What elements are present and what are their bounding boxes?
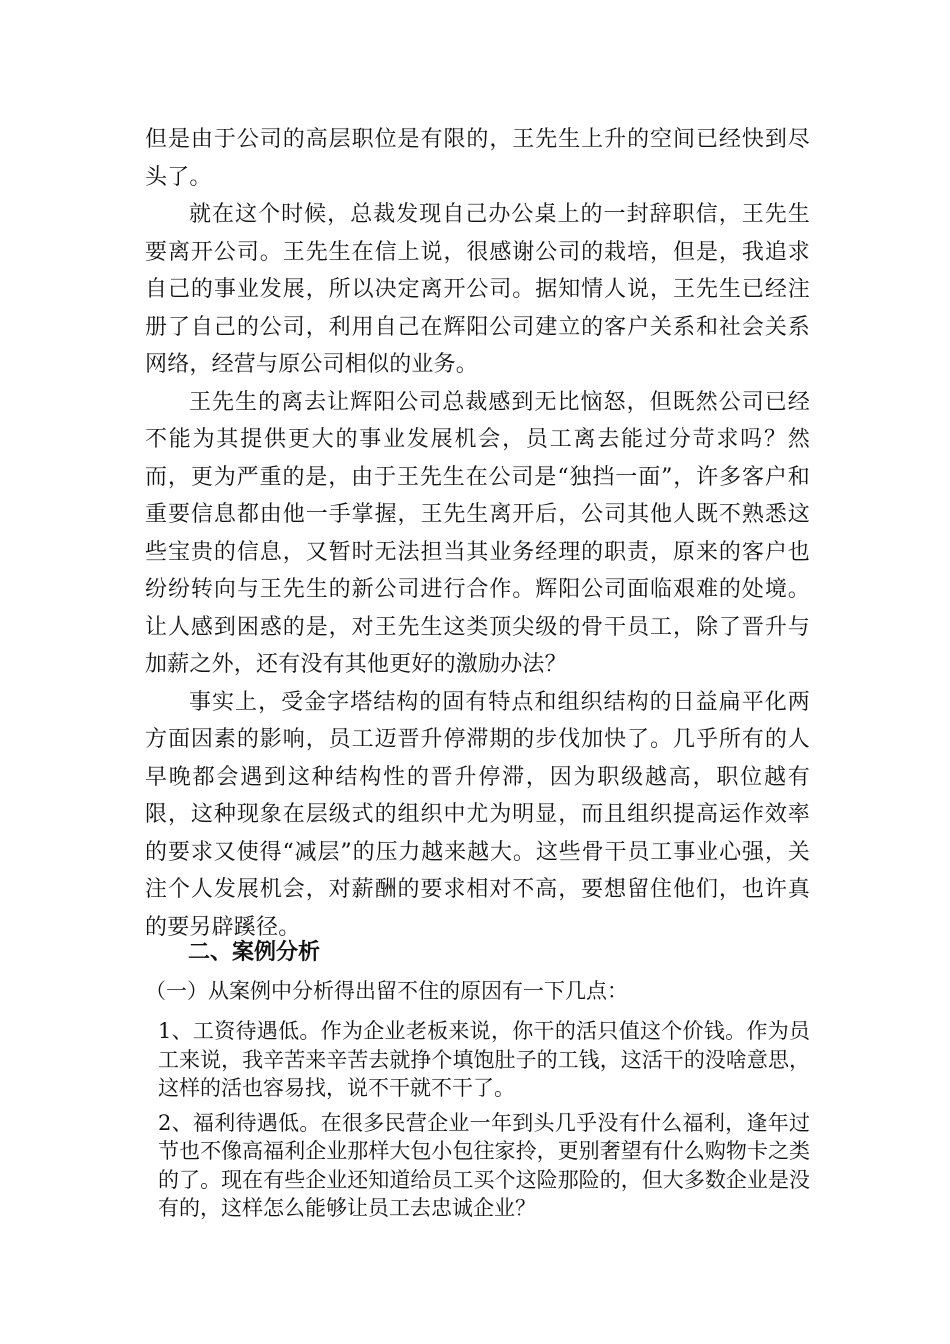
paragraph: 就在这个时候，总裁发现自己办公桌上的一封辞职信，王先生要离开公司。王先生在信上说，很感谢公司的栽培，但是，我追求自己的事业发展，所以决定离开公司。据知情人说，王先生已经注册了自己的公司，利用自己在辉阳公司建立的客户关系和社会关系网络，经营与原公司相似的业务。 xyxy=(145,202,810,377)
section-heading: 二、案例分析 xyxy=(188,940,321,965)
list-item: 1、工资待遇低。作为企业老板来说，你干的活只值这个价钱。作为员工来说，我辛苦来辛苦去就挣个填饱肚子的工钱，这活干的没啥意思，这样的活也容易找，说不干就不干了。 xyxy=(158,1019,810,1100)
list-item: 2、福利待遇低。在很多民营企业一年到头几乎没有什么福利，逢年过节也不像高福利企业那样大包小包往家拎，更别奢望有什么购物卡之类的了。现在有些企业还知道给员工买个这险那险的，但大多数企业是没有的，这样怎么能够让员工去忠诚企业？ xyxy=(158,1110,810,1220)
paragraph: 但是由于公司的高层职位是有限的，王先生上升的空间已经快到尽头了。 xyxy=(145,127,810,190)
paragraph: 事实上，受金字塔结构的固有特点和组织结构的日益扁平化两方面因素的影响，员工迈晋升停滞期的步伐加快了。几乎所有的人早晚都会遇到这种结构性的晋升停滞，因为职级越高，职位越有限，这种现象在层级式的组织中尤为明显，而且组织提高运作效率的要求又使得“减层”的压力越来越大。这些骨干员工事业心强，关注个人发展机会，对薪酬的要求相对不高，要想留住他们，也许真的要另辟蹊径。 xyxy=(145,689,810,940)
body-text xyxy=(145,121,810,946)
paragraph: 王先生的离去让辉阳公司总裁感到无比恼怒，但既然公司已经不能为其提供更大的事业发展机会，员工离去能过分苛求吗？然而，更为严重的是，由于王先生在公司是“独挡一面”，许多客户和重要信息都由他一手掌握，王先生离开后，公司其他人既不熟悉这些宝贵的信息，又暂时无法担当其业务经理的职责，原来的客户也纷纷转向与王先生的新公司进行合作。辉阳公司面临艰难的处境。让人感到困惑的是，对王先生这类顶尖级的骨干员工，除了晋升与加薪之外，还有没有其他更好的激励办法？ xyxy=(145,389,810,677)
reason-list xyxy=(158,1017,810,1229)
subheading: （一）从案例中分析得出留不住的原因有一下几点： xyxy=(145,979,628,1003)
